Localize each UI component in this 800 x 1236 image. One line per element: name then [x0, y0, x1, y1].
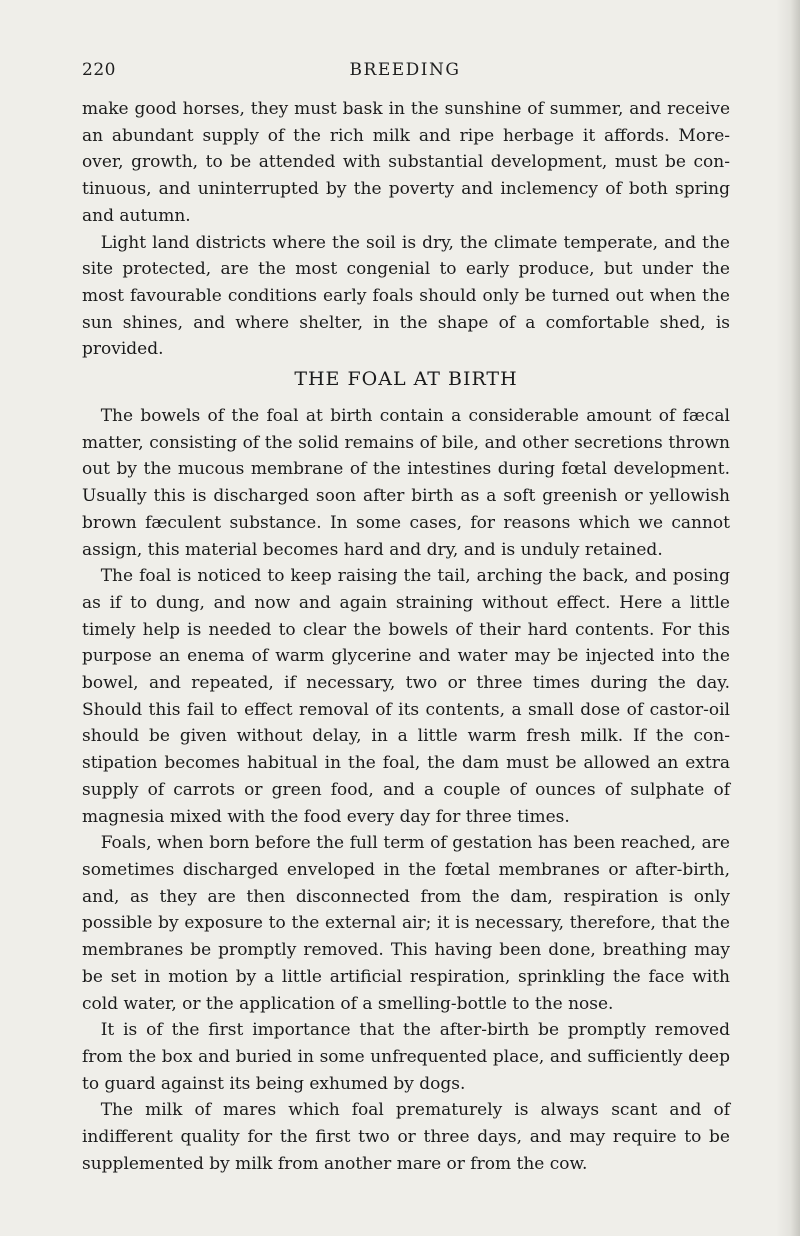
section-heading: THE FOAL AT BIRTH [294, 368, 518, 391]
paragraph: It is of the first importance that the after-birth be promptly removed from the box and buried in some unfrequented place, and sufficiently deep to guard against its being exhumed by dogs. [82, 1020, 730, 1094]
paragraph: The bowels of the foal at birth contain a considerable amount of fæcal matter, consisting of the solid remains of bile, and other secretions thrown out by the mucous membrane of the intestines during fœtal development. Usually this is discharged soon after birth as a soft greenish or yellowish brown fæculent substance. In some cases, for reasons which we cannot assign, this material becomes hard and dry, and is unduly retained. [82, 406, 730, 560]
page-edge-shadow [776, 0, 800, 1236]
paragraph: The milk of mares which foal prematurely is always scant and of indifferent quality for the first two or three days, and may require to be supplemented by milk from another mare or from the cow. [82, 1100, 730, 1174]
body-text [82, 96, 730, 1177]
paragraph: The foal is noticed to keep raising the tail, arching the back, and posing as if to dung, and now and again straining without effect. Here a little timely help is needed to clear the bowels of their hard contents. For this purpose an enema of warm glycerine and water may be injected into the bowel, and repeated, if necessary, two or three times during the day. Should this fail to effect removal of its contents, a small dose of castor-oil should be given without delay, in a little warm fresh milk. If the con-stipation becomes habitual in the foal, the dam must be allowed an extra supply of carrots or green food, and a couple of ounces of sulphate of magnesia mixed with the food every day for three times. [82, 566, 730, 827]
running-head: BREEDING [349, 60, 461, 80]
page-header [80, 60, 730, 90]
page-number: 220 [82, 60, 116, 80]
paragraph: Light land districts where the soil is dry, the climate temperate, and the site protected, are the most congenial to early produce, but under the most favourable conditions early foals should only be turned out when the sun shines, and where shelter, in the shape of a comfortable shed, is provided. [82, 232, 730, 360]
paragraph: Foals, when born before the full term of gestation has been reached, are sometimes discharged enveloped in the fœtal membranes or after-birth, and, as they are then disconnected from the dam, respiration is only possible by exposure to the external air; it is necessary, therefore, that the membranes be promptly removed. This having been done, breathing may be set in motion by a little artificial respiration, sprinkling the face with cold water, or the application of a smelling-bottle to the nose. [82, 833, 730, 1014]
paragraph: make good horses, they must bask in the sunshine of summer, and receive an abundant supply of the rich milk and ripe herbage it affords. More-over, growth, to be attended with substantial development, must be con-tinuous, and uninterrupted by the poverty and inclemency of both spring and autumn. [82, 99, 730, 226]
